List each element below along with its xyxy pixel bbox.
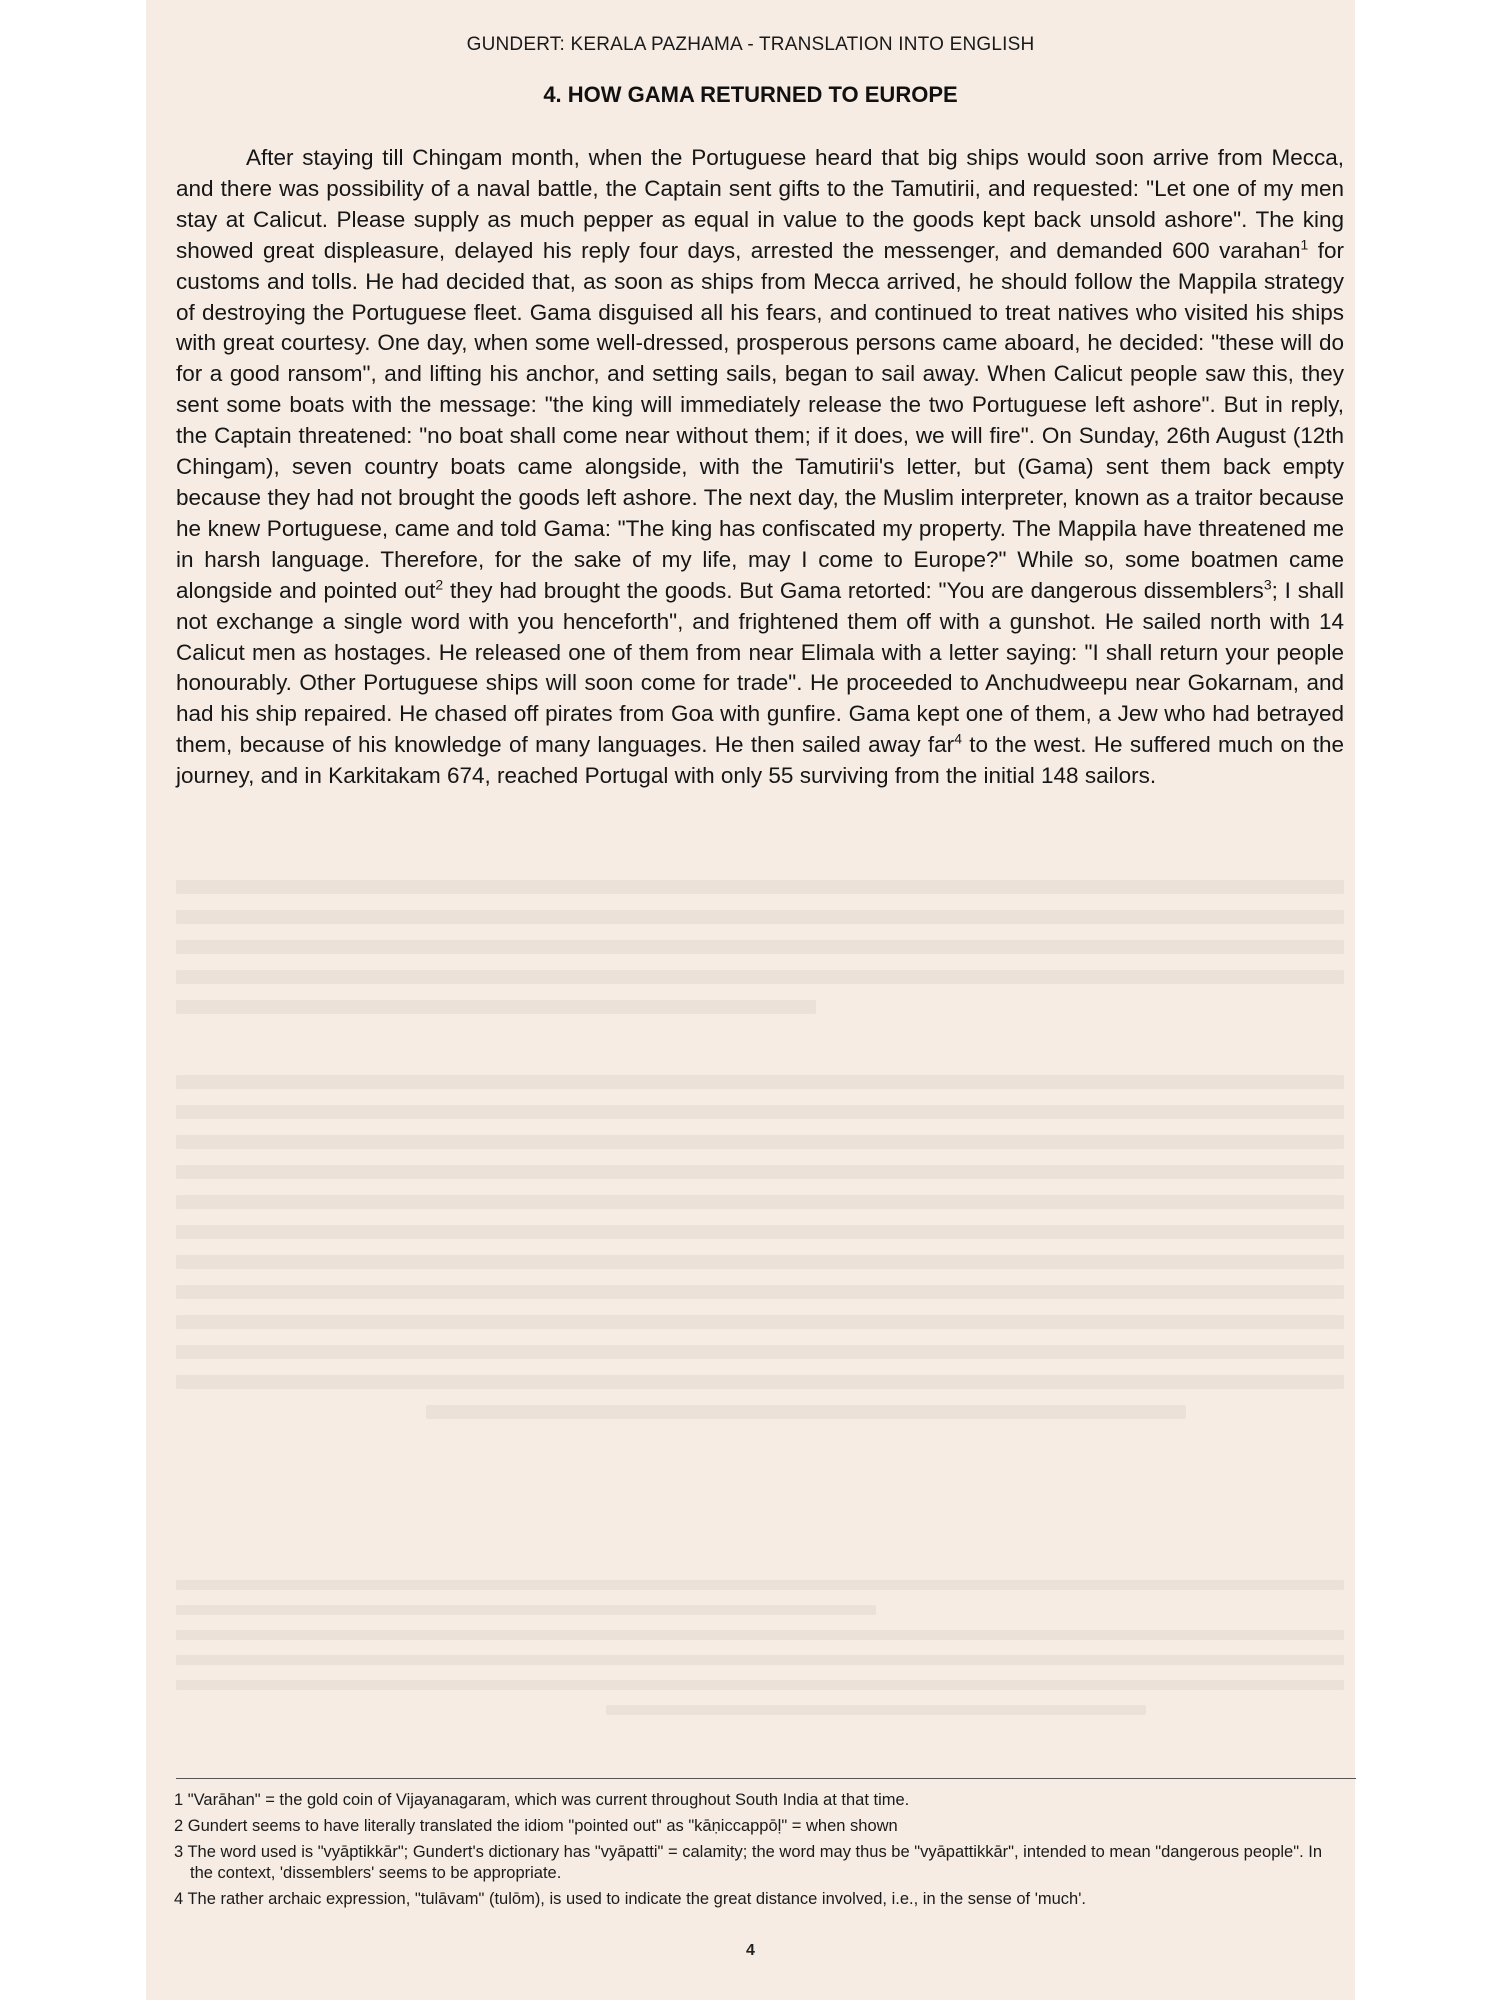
footnote-ref-2: 2 [435, 576, 444, 593]
show-through-line [176, 1345, 1344, 1359]
footnote-ref-1: 1 [1300, 236, 1309, 253]
footnote-ref-3: 3 [1263, 576, 1272, 593]
footnote-3: 3 The word used is "vyāptikkār"; Gundert's dictionary has "vyāpatti" = calamity; the word may thus be "vyāpattikkār", intended to mean "dangerous people". In the context, 'dissemblers' seems to be appropriate. [174, 1843, 1323, 1882]
show-through-line [176, 1315, 1344, 1329]
show-through-line [176, 970, 1344, 984]
show-through-line [176, 1375, 1344, 1389]
footnote-2: 2 Gundert seems to have literally translated the idiom "pointed out" as "kāṇiccappōḷ" = when shown [174, 1817, 898, 1835]
chapter-title: 4. HOW GAMA RETURNED TO EUROPE [543, 82, 958, 107]
show-through-line [176, 940, 1344, 954]
show-through-line [176, 1135, 1344, 1149]
show-through-line [606, 1705, 1146, 1715]
show-through-line [176, 1000, 816, 1014]
body-text-segment: ; I shall not exchange a single word with you henceforth", and frightened them off with a gunshot. He sailed north with 14 Calicut men as hostages. He released one of them from near Elimala with a letter saying: "I shall return your people honourably. Other Portuguese ships will soon come for trade". He proceeded to Anchudweepu near Gokarnam, and had his ship repaired. He chased off pirates from Goa with gunfire. Gama kept one of them, a Jew who had betrayed them, because of his knowledge of many languages. He then sailed away far [176, 577, 1345, 758]
show-through-line [176, 910, 1344, 924]
show-through-line [176, 880, 1344, 894]
show-through-line [176, 1630, 1344, 1640]
footnotes [174, 1790, 1346, 1915]
footnote-4: 4 The rather archaic expression, "tulāvam" (tulōm), is used to indicate the great distance involved, i.e., in the sense of 'much'. [174, 1890, 1086, 1908]
body-text-segment: they had brought the goods. But Gama retorted: "You are dangerous dissemblers [443, 577, 1264, 603]
show-through-line [426, 1405, 1186, 1419]
footnote-ref-4: 4 [954, 730, 962, 747]
footnote-rule [176, 1778, 1356, 1779]
show-through-line [176, 1255, 1344, 1269]
footnote-1: 1 "Varāhan" = the gold coin of Vijayanagaram, which was current throughout South India at that time. [174, 1791, 910, 1809]
show-through-line [176, 1075, 1344, 1089]
show-through-line [176, 1285, 1344, 1299]
show-through-line [176, 1680, 1344, 1690]
show-through-line [176, 1225, 1344, 1239]
body-paragraph [176, 143, 1344, 792]
running-head: GUNDERT: KERALA PAZHAMA - TRANSLATION INTO ENGLISH [466, 34, 1035, 55]
show-through-line [176, 1165, 1344, 1179]
document-page [146, 0, 1355, 2000]
body-text-segment: After staying till Chingam month, when the Portuguese heard that big ships would soon arrive from Mecca, and there was possibility of a naval battle, the Captain sent gifts to the Tamutirii, and requested: "Let one of my men stay at Calicut. Please supply as much pepper as equal in value to the goods kept back unsold ashore". The king showed great displeasure, delayed his reply four days, arrested the messenger, and demanded 600 varahan [176, 145, 1344, 263]
show-through-line [176, 1655, 1344, 1665]
show-through-line [176, 1605, 876, 1615]
show-through-line [176, 1195, 1344, 1209]
show-through-line [176, 1580, 1344, 1590]
page-number: 4 [746, 1942, 755, 1959]
body-text-segment: to the west. He suffered much on the journey, and in Karkitakam 674, reached Portugal with only 55 surviving from the initial 148 sailors. [176, 732, 1345, 789]
body-text-segment: for customs and tolls. He had decided that, as soon as ships from Mecca arrived, he should follow the Mappila strategy of destroying the Portuguese fleet. Gama disguised all his fears, and continued to treat natives who visited his ships with great courtesy. One day, when some well-dressed, prosperous persons came aboard, he decided: "these will do for a good ransom", and lifting his anchor, and setting sails, began to sail away. When Calicut people saw this, they sent some boats with the message: "the king will immediately release the two Portuguese left ashore". But in reply, the Captain threatened: "no boat shall come near without them; if it does, we will fire". On Sunday, 26th August (12th Chingam), seven country boats came alongside, with the Tamutirii's letter, but (Gama) sent them back empty because they had not brought the goods left ashore. The next day, the Muslim interpreter, known as a traitor because he knew Portuguese, came and told Gama: "The king has confiscated my property. The Mappila have threatened me in harsh language. Therefore, for the sake of my life, may I come to Europe?" While so, some boatmen came alongside and pointed out [176, 237, 1344, 603]
show-through-line [176, 1105, 1344, 1119]
